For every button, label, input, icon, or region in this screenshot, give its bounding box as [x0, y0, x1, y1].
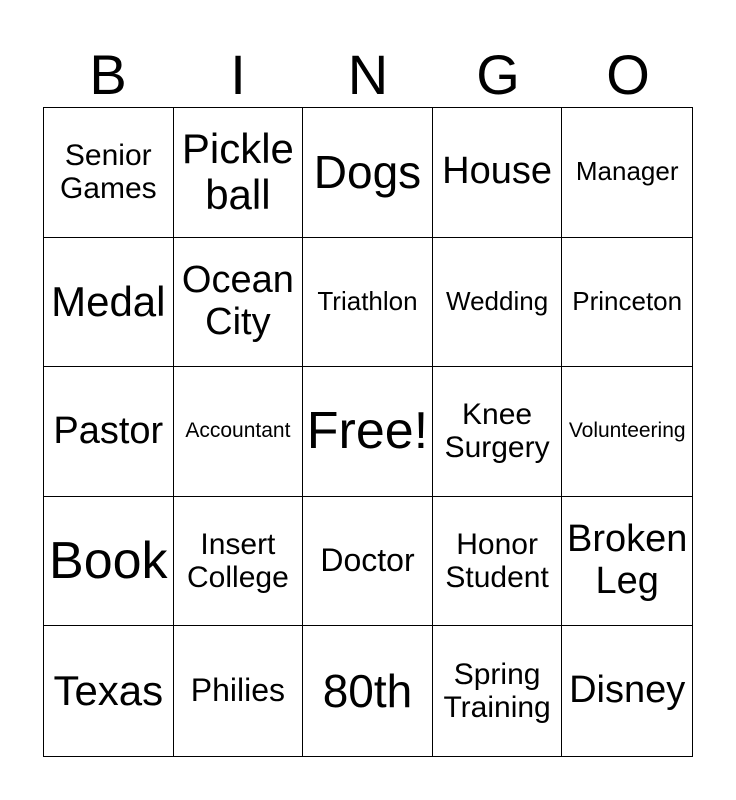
bingo-header — [43, 42, 693, 108]
bingo-cell-r1-c5[interactable] — [562, 108, 692, 238]
cell-label: 80th — [322, 664, 413, 717]
bingo-cell-r3-c5[interactable] — [562, 367, 692, 497]
cell-label: Broken Leg — [566, 518, 688, 603]
cell-label: Insert College — [187, 527, 289, 595]
cell-label: Doctor — [320, 542, 415, 579]
cell-label: Accountant — [185, 419, 291, 443]
cell-label: House — [442, 150, 553, 193]
bingo-cell-r3-c1[interactable] — [44, 367, 174, 497]
bingo-cell-r2-c3[interactable] — [303, 238, 433, 368]
bingo-cell-r4-c1[interactable] — [44, 497, 174, 627]
header-letter-g: G — [476, 43, 520, 106]
cell-label: Manager — [575, 156, 679, 187]
bingo-cell-r5-c1[interactable] — [44, 626, 174, 756]
cell-label: Senior Games — [59, 138, 157, 206]
bingo-cell-r1-c3[interactable] — [303, 108, 433, 238]
free-space: Free! — [306, 402, 429, 461]
bingo-cell-r3-c2[interactable] — [174, 367, 304, 497]
cell-label: Texas — [53, 667, 164, 715]
cell-label: Medal — [51, 277, 166, 325]
header-letter-n: N — [347, 43, 389, 106]
header-letter-i: I — [230, 43, 246, 106]
bingo-cell-r2-c5[interactable] — [562, 238, 692, 368]
cell-label: Princeton — [572, 285, 683, 316]
bingo-cell-r5-c2[interactable] — [174, 626, 304, 756]
bingo-grid — [43, 107, 693, 757]
cell-label: Volunteering — [568, 419, 686, 443]
bingo-cell-r1-c4[interactable] — [433, 108, 563, 238]
cell-label: Pickle ball — [181, 125, 294, 219]
bingo-cell-r2-c1[interactable] — [44, 238, 174, 368]
bingo-cell-r4-c3[interactable] — [303, 497, 433, 627]
bingo-cell-r5-c5[interactable] — [562, 626, 692, 756]
cell-label: Honor Student — [445, 527, 549, 595]
cell-label: Philies — [190, 672, 286, 709]
bingo-cell-r3-c4[interactable] — [433, 367, 563, 497]
cell-label: Disney — [569, 669, 686, 712]
cell-label: Spring Training — [443, 657, 551, 725]
cell-label: Ocean City — [181, 259, 294, 343]
bingo-cell-r4-c5[interactable] — [562, 497, 692, 627]
bingo-cell-r1-c1[interactable] — [44, 108, 174, 238]
header-letter-b: B — [89, 43, 127, 106]
cell-label: Book — [49, 532, 168, 591]
bingo-cell-r4-c4[interactable] — [433, 497, 563, 627]
cell-label: Dogs — [313, 146, 422, 198]
bingo-cell-r2-c4[interactable] — [433, 238, 563, 368]
cell-label: Wedding — [446, 285, 549, 316]
bingo-cell-r5-c3[interactable] — [303, 626, 433, 756]
bingo-cell-r1-c2[interactable] — [174, 108, 304, 238]
cell-label: Triathlon — [317, 285, 418, 316]
cell-label: Knee Surgery — [444, 397, 550, 465]
cell-label: Pastor — [53, 409, 164, 452]
bingo-cell-r3-c3[interactable] — [303, 367, 433, 497]
bingo-cell-r5-c4[interactable] — [433, 626, 563, 756]
bingo-cell-r2-c2[interactable] — [174, 238, 304, 368]
bingo-cell-r4-c2[interactable] — [174, 497, 304, 627]
header-letter-o: O — [606, 43, 650, 106]
